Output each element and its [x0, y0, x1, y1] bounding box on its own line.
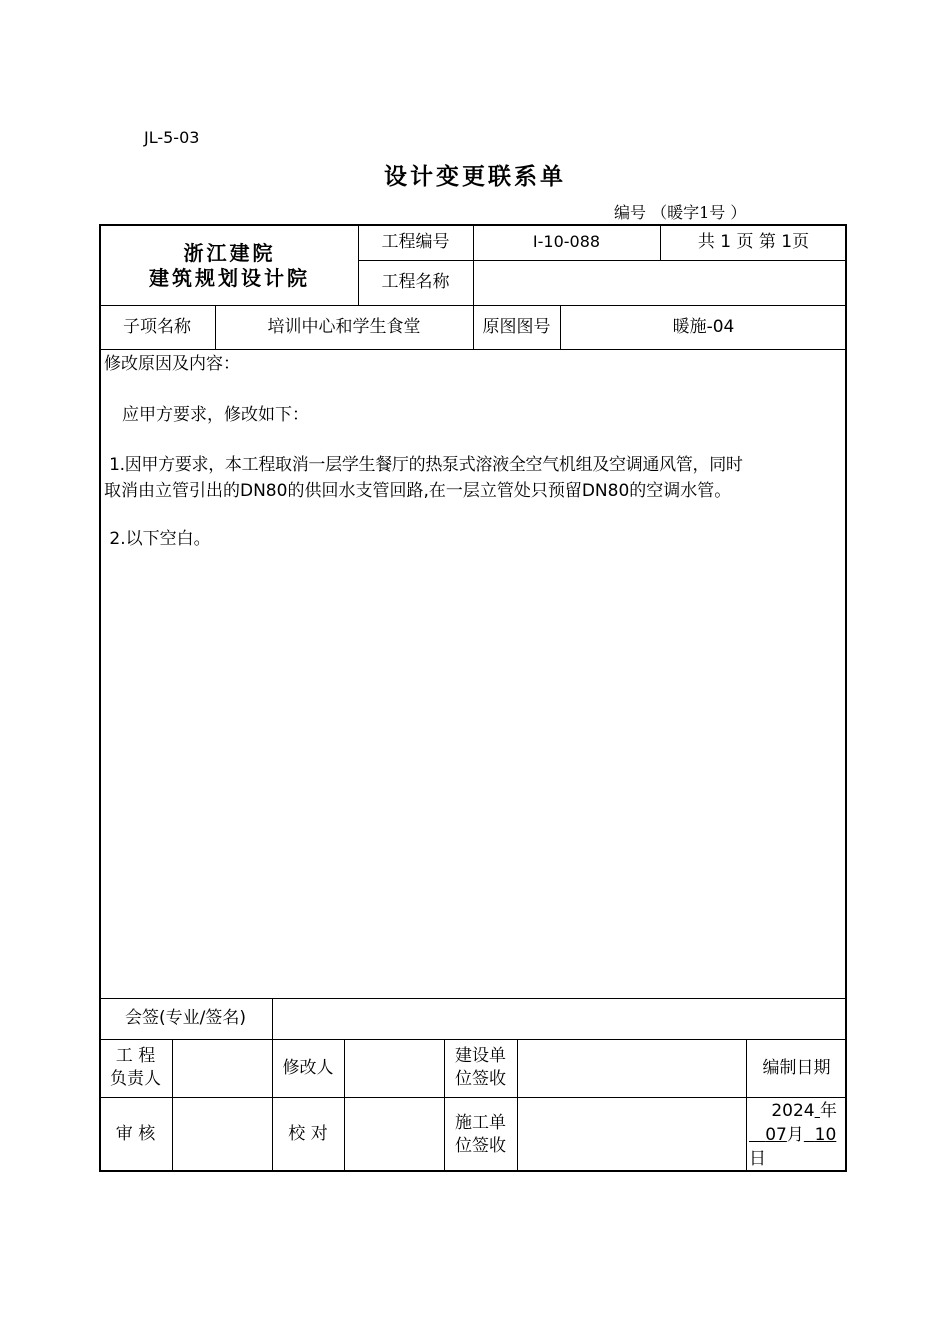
- compile-date: [749, 1099, 845, 1171]
- content-item-2: 2.以下空白。: [104, 529, 211, 549]
- compile-date-label: 编制日期: [762, 1057, 831, 1078]
- rule: [99, 349, 847, 350]
- review-label: 审 核: [115, 1124, 156, 1145]
- engineer-label: [99, 1039, 172, 1097]
- date-day: 10: [814, 1125, 837, 1145]
- content-item-1-line-2: 取消由立管引出的DN80的供回水支管回路,在一层立管处只预留DN80的空调水管。: [104, 481, 732, 501]
- rule: [172, 1039, 173, 1172]
- sub-item-value: 培训中心和学生食堂: [267, 316, 421, 337]
- rule: [344, 1039, 345, 1172]
- date-year: 2024: [771, 1101, 815, 1121]
- date-year-line: [749, 1099, 845, 1123]
- content-intro: 应甲方要求，修改如下：: [122, 405, 309, 425]
- date-day-unit: 日: [749, 1149, 766, 1169]
- builder-sign-label: [444, 1039, 517, 1097]
- builder-sign-label-line2: 位签收: [455, 1069, 506, 1089]
- page-info: 共 1 页 第 1页: [697, 231, 810, 252]
- engineer-label-line2: 负责人: [110, 1069, 161, 1089]
- builder-sign-label-line1: 建设单: [455, 1046, 506, 1067]
- orig-drawing-value: 暖施-04: [672, 316, 735, 337]
- page-title: 设计变更联系单: [384, 163, 566, 190]
- engineer-label-line1: 工 程: [115, 1046, 156, 1067]
- doc-number-value: （暖字1号 ）: [651, 203, 747, 222]
- check-label: 校 对: [288, 1124, 328, 1145]
- countersign-label: 会签(专业/签名): [125, 1008, 246, 1029]
- org-name-line1: 浙江建院: [183, 240, 276, 265]
- date-month: 07: [765, 1125, 787, 1145]
- doc-number: [614, 200, 746, 223]
- orig-drawing-label: 原图图号: [482, 316, 551, 337]
- org-name-line2: 建筑规划设计院: [149, 265, 310, 290]
- modifier-label: 修改人: [282, 1057, 334, 1078]
- doc-number-label: 编号: [614, 203, 647, 222]
- project-name-value: [473, 260, 847, 305]
- rule: [517, 1039, 518, 1172]
- project-no-label: 工程编号: [381, 231, 450, 252]
- contractor-sign-label-line1: 施工单: [455, 1112, 506, 1133]
- date-year-unit: 年: [820, 1101, 837, 1121]
- project-no-value: I-10-088: [532, 232, 601, 252]
- rule: [272, 998, 273, 1039]
- form-code: JL-5-03: [144, 128, 200, 147]
- content-heading: 修改原因及内容：: [104, 354, 240, 374]
- project-name-label: 工程名称: [381, 272, 450, 293]
- org-name: [101, 226, 358, 305]
- contractor-sign-label-line2: 位签收: [455, 1135, 506, 1156]
- date-month-line: [749, 1123, 845, 1147]
- content-item-1-line-1: 1.因甲方要求，本工程取消一层学生餐厅的热泵式溶液全空气机组及空调通风管，同时: [104, 455, 743, 475]
- contractor-sign-label: [444, 1097, 517, 1172]
- sub-item-label: 子项名称: [123, 316, 191, 337]
- date-month-unit: 月: [786, 1125, 804, 1145]
